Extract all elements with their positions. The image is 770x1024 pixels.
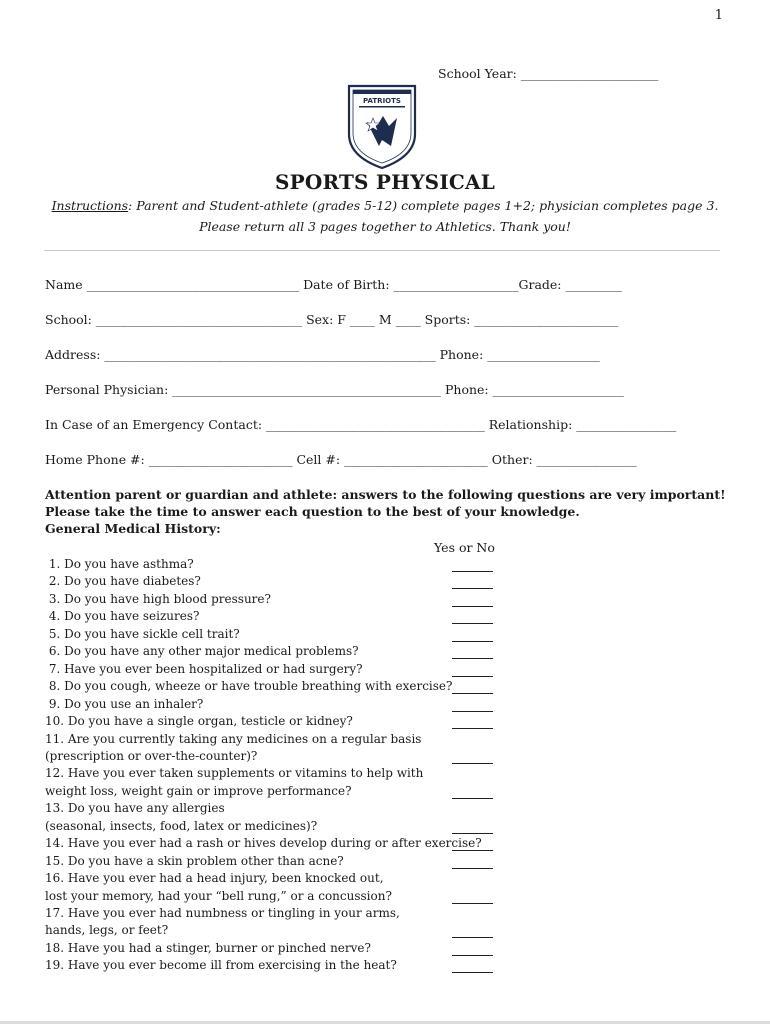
name-dob-grade-fields[interactable]: Name __________________________________ Date of Birth: ____________________Grade: _________: [45, 277, 622, 292]
answer-blank-10[interactable]: [452, 728, 493, 729]
answer-blank-16[interactable]: [452, 903, 493, 904]
answer-blank-18[interactable]: [452, 955, 493, 956]
answer-blank-2[interactable]: [452, 588, 493, 589]
question-8-line-1: 8. Do you cough, wheeze or have trouble breathing with exercise?: [45, 679, 453, 694]
question-10-line-1: 10. Do you have a single organ, testicle or kidney?: [45, 714, 353, 729]
answer-blank-12[interactable]: [452, 798, 493, 799]
question-13-line-1: 13. Do you have any allergies: [45, 801, 225, 816]
attention-line-2: Please take the time to answer each question to the best of your knowledge.: [45, 504, 580, 519]
instructions-line-2: Please return all 3 pages together to Athletics. Thank you!: [199, 219, 571, 234]
answer-blank-17[interactable]: [452, 937, 493, 938]
answer-blank-15[interactable]: [452, 868, 493, 869]
page-title: SPORTS PHYSICAL: [275, 170, 495, 194]
question-15-line-1: 15. Do you have a skin problem other than acne?: [45, 853, 344, 868]
answer-blank-3[interactable]: [452, 606, 493, 607]
question-11-line-2: (prescription or over-the-counter)?: [45, 748, 258, 763]
answer-blank-1[interactable]: [452, 571, 493, 572]
question-1-line-1: 1. Do you have asthma?: [45, 557, 194, 571]
question-2-line-1: 2. Do you have diabetes?: [45, 574, 201, 589]
instructions-text: : Parent and Student-athlete (grades 5-12) complete pages 1+2; physician completes page 3.: [128, 198, 719, 213]
general-medical-history-heading: General Medical History:: [45, 521, 221, 536]
emergency-contact-fields[interactable]: In Case of an Emergency Contact: ___________________________________ Relationship: ________________: [45, 417, 677, 432]
answer-blank-13[interactable]: [452, 833, 493, 834]
school-sex-sports-fields[interactable]: School: _________________________________ Sex: F ____ M ____ Sports: _______________________: [45, 312, 619, 327]
question-13-line-2: (seasonal, insects, food, latex or medicines)?: [45, 818, 318, 833]
page-number: 1: [714, 8, 723, 23]
school-crest-logo: [345, 82, 419, 170]
question-3-line-1: 3. Do you have high blood pressure?: [45, 591, 271, 606]
yes-or-no-header: Yes or No: [434, 540, 495, 555]
answer-blank-11[interactable]: [452, 763, 493, 764]
answer-blank-5[interactable]: [452, 641, 493, 642]
address-phone-fields[interactable]: Address: _____________________________________________________ Phone: __________________: [45, 347, 600, 362]
question-12-line-1: 12. Have you ever taken supplements or vitamins to help with: [45, 766, 424, 781]
svg-text:PATRIOTS: PATRIOTS: [363, 97, 401, 105]
attention-line-1: Attention parent or guardian and athlete: answers to the following questions are very important!: [45, 487, 726, 502]
question-11-line-1: 11. Are you currently taking any medicines on a regular basis: [45, 731, 422, 746]
divider: [44, 250, 720, 251]
question-9-line-1: 9. Do you use an inhaler?: [45, 696, 204, 711]
question-18-line-1: 18. Have you had a stinger, burner or pinched nerve?: [45, 940, 371, 955]
question-12-line-2: weight loss, weight gain or improve performance?: [45, 783, 352, 798]
question-5-line-1: 5. Do you have sickle cell trait?: [45, 626, 240, 641]
answer-blank-19[interactable]: [452, 972, 493, 973]
question-16-line-1: 16. Have you ever had a head injury, been knocked out,: [45, 871, 384, 886]
answer-blank-8[interactable]: [452, 693, 493, 694]
answer-blank-6[interactable]: [452, 658, 493, 659]
question-4-line-1: 4. Do you have seizures?: [45, 609, 200, 624]
question-6-line-1: 6. Do you have any other major medical problems?: [45, 644, 359, 659]
physician-phone-fields[interactable]: Personal Physician: ___________________________________________ Phone: _____________________: [45, 382, 624, 397]
instructions-label: Instructions: [51, 198, 129, 213]
answer-blank-9[interactable]: [452, 711, 493, 712]
question-19-line-1: 19. Have you ever become ill from exercising in the heat?: [45, 958, 397, 973]
home-cell-other-phone-fields[interactable]: Home Phone #: _______________________ Cell #: _______________________ Other: ________________: [45, 452, 637, 467]
school-year-field[interactable]: School Year: ______________________: [438, 66, 659, 81]
question-14-line-1: 14. Have you ever had a rash or hives develop during or after exercise?: [45, 836, 482, 851]
answer-blank-7[interactable]: [452, 676, 493, 677]
question-17-line-1: 17. Have you ever had numbness or tingling in your arms,: [45, 906, 400, 920]
question-17-line-2: hands, legs, or feet?: [45, 923, 169, 938]
answer-blank-4[interactable]: [452, 623, 493, 624]
answer-blank-14[interactable]: [452, 850, 493, 851]
question-16-line-2: lost your memory, had your “bell rung,” or a concussion?: [45, 888, 392, 903]
question-7-line-1: 7. Have you ever been hospitalized or had surgery?: [45, 661, 363, 676]
instructions-line-1: [0, 198, 770, 213]
